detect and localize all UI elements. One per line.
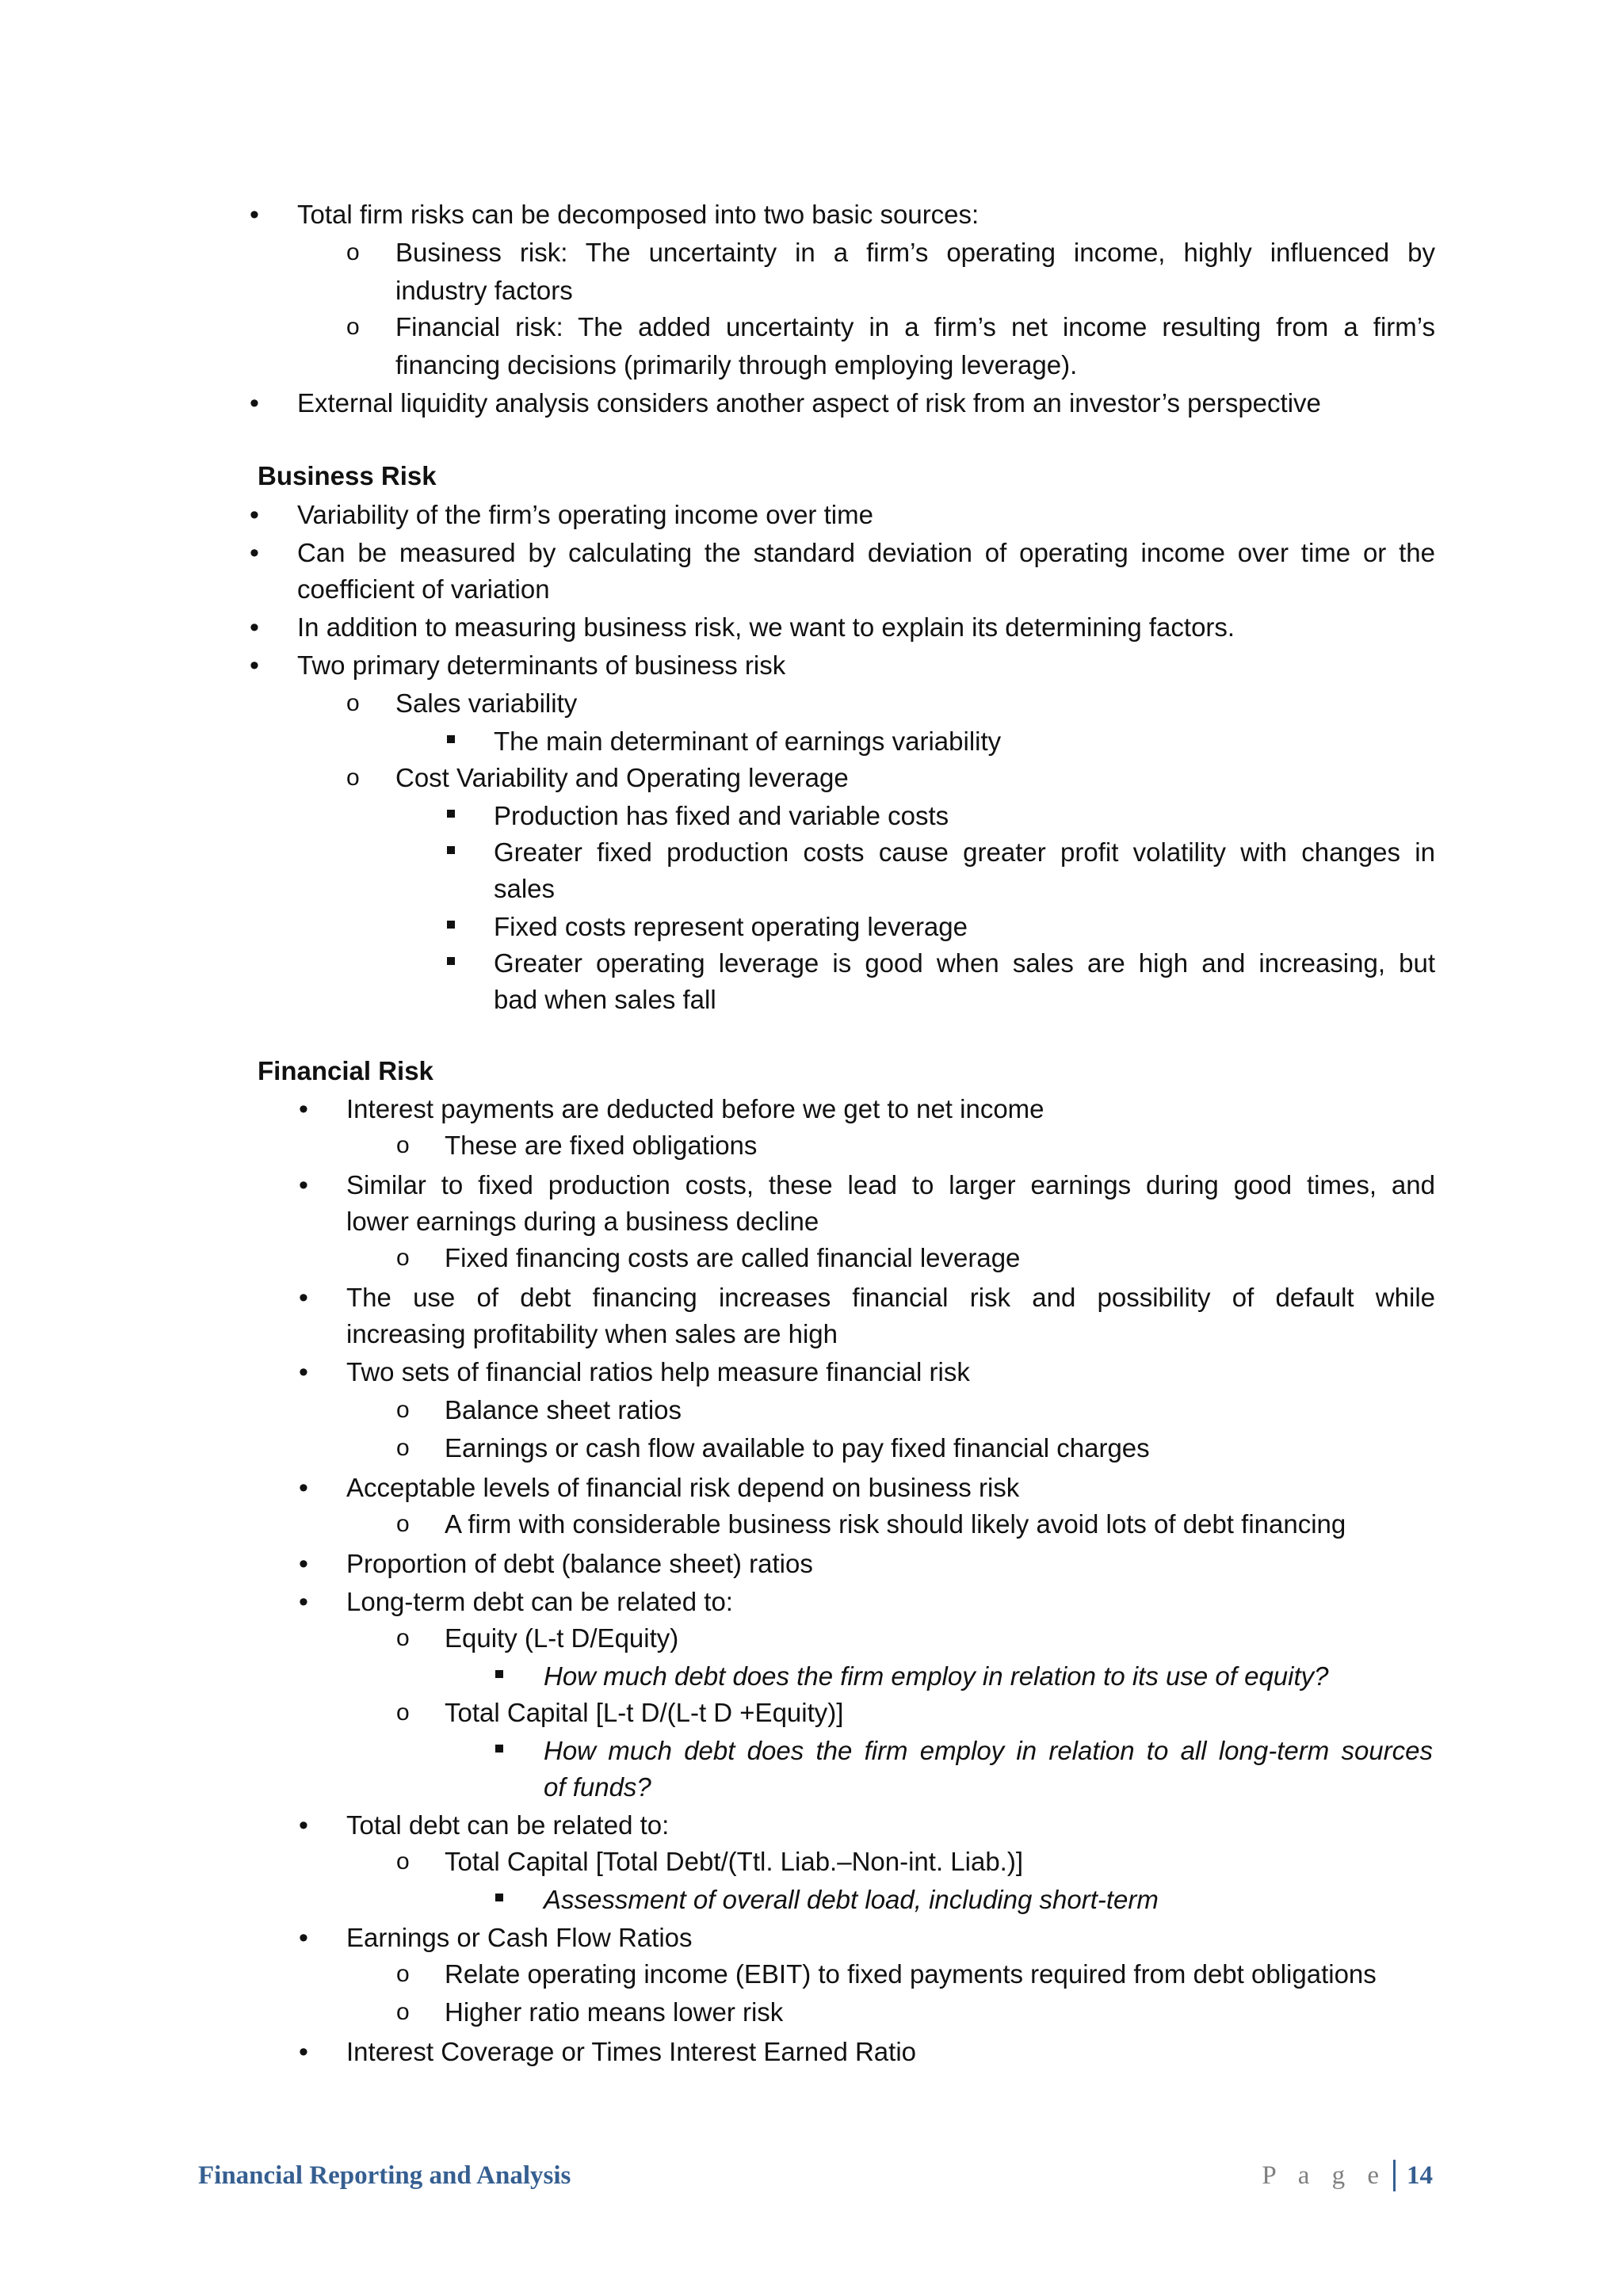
- sub-bullet: o: [396, 1132, 410, 1158]
- list-item: Two sets of financial ratios help measure financial risk: [346, 1357, 970, 1386]
- list-item: Equity (L-t D/Equity): [445, 1623, 679, 1653]
- sub-bullet: o: [396, 1699, 410, 1726]
- list-item: Similar to fixed production costs, these lead to larger earnings during good times, and: [346, 1170, 1435, 1199]
- list-item: Proportion of debt (balance sheet) ratios: [346, 1549, 813, 1578]
- bullet: •: [299, 1357, 308, 1387]
- list-item: Total firm risks can be decomposed into two basic sources:: [297, 200, 980, 229]
- list-item: Fixed costs represent operating leverage: [494, 912, 968, 941]
- footer-page-number: [1262, 2157, 1433, 2194]
- footer-divider: [1393, 2160, 1396, 2191]
- bullet: •: [299, 2037, 308, 2067]
- list-item: How much debt does the firm employ in relation to its use of equity?: [544, 1661, 1329, 1691]
- sub-bullet: o: [396, 1245, 410, 1271]
- list-item: Business risk: The uncertainty in a firm’s operating income, highly influenced by: [395, 238, 1435, 267]
- bullet: •: [250, 538, 259, 568]
- list-item: In addition to measuring business risk, we want to explain its determining factors.: [297, 612, 1235, 642]
- list-item: Total Capital [L-t D/(L-t D +Equity)]: [445, 1698, 844, 1727]
- sub-bullet: o: [396, 1625, 410, 1651]
- sub-bullet: o: [396, 1961, 410, 1987]
- bullet: •: [299, 1473, 308, 1503]
- bullet: •: [250, 200, 259, 230]
- bullet: •: [299, 1549, 308, 1579]
- section-heading: Financial Risk: [258, 1056, 433, 1085]
- list-item: Earnings or Cash Flow Ratios: [346, 1923, 693, 1952]
- list-item: Total Capital [Total Debt/(Ttl. Liab.–Non-int. Liab.)]: [445, 1847, 1024, 1876]
- list-item: Financial risk: The added uncertainty in a firm’s net income resulting from a firm’s: [395, 312, 1435, 341]
- bullet: •: [250, 388, 259, 418]
- list-item: These are fixed obligations: [445, 1131, 758, 1160]
- list-item: Can be measured by calculating the standard deviation of operating income over time or the: [297, 538, 1435, 567]
- list-item-continuation: of funds?: [544, 1772, 651, 1802]
- list-item: Interest payments are deducted before we get to net income: [346, 1094, 1044, 1123]
- sub-bullet: o: [396, 1848, 410, 1875]
- bullet: •: [299, 1923, 308, 1953]
- list-item: Total debt can be related to:: [346, 1810, 670, 1840]
- list-item: Assessment of overall debt load, including short-term: [544, 1885, 1159, 1914]
- list-item: Two primary determinants of business risk: [297, 650, 786, 680]
- list-item: Sales variability: [395, 688, 578, 718]
- square-bullet: [447, 846, 455, 854]
- bullet: •: [299, 1587, 308, 1617]
- list-item: Relate operating income (EBIT) to fixed payments required from debt obligations: [445, 1959, 1377, 1989]
- list-item-continuation: sales: [494, 874, 556, 903]
- list-item: Interest Coverage or Times Interest Earned Ratio: [346, 2037, 917, 2066]
- bullet: •: [299, 1170, 308, 1200]
- list-item-continuation: bad when sales fall: [494, 985, 716, 1014]
- bullet: •: [250, 500, 259, 530]
- square-bullet: [447, 921, 455, 929]
- bullet: •: [250, 650, 259, 681]
- sub-bullet: o: [396, 1511, 410, 1537]
- list-item: The main determinant of earnings variability: [494, 727, 1002, 756]
- page-label: P a g e: [1262, 2161, 1387, 2190]
- square-bullet: [495, 1894, 503, 1901]
- list-item-continuation: lower earnings during a business decline: [346, 1207, 819, 1236]
- sub-bullet: o: [396, 1435, 410, 1461]
- sub-bullet: o: [346, 765, 360, 791]
- list-item-continuation: industry factors: [395, 276, 573, 305]
- square-bullet: [447, 810, 455, 818]
- list-item-continuation: financing decisions (primarily through employing leverage).: [395, 350, 1078, 379]
- list-item: Greater operating leverage is good when sales are high and increasing, but: [494, 948, 1435, 978]
- square-bullet: [495, 1670, 503, 1678]
- list-item: Production has fixed and variable costs: [494, 801, 949, 830]
- list-item: A firm with considerable business risk should likely avoid lots of debt financing: [445, 1509, 1346, 1539]
- square-bullet: [447, 957, 455, 965]
- bullet: •: [299, 1810, 308, 1840]
- list-item: External liquidity analysis considers another aspect of risk from an investor’s perspective: [297, 388, 1321, 418]
- bullet: •: [250, 612, 259, 643]
- sub-bullet: o: [396, 1397, 410, 1423]
- sub-bullet: o: [396, 1999, 410, 2025]
- square-bullet: [447, 735, 455, 743]
- list-item: The use of debt financing increases financial risk and possibility of default while: [346, 1283, 1435, 1312]
- bullet: •: [299, 1283, 308, 1313]
- sub-bullet: o: [346, 314, 360, 340]
- page-number: 14: [1407, 2161, 1433, 2190]
- list-item: How much debt does the firm employ in relation to all long-term sources: [544, 1736, 1433, 1765]
- section-heading: Business Risk: [258, 461, 437, 490]
- list-item-continuation: coefficient of variation: [297, 574, 550, 604]
- list-item: Fixed financing costs are called financial leverage: [445, 1243, 1021, 1272]
- sub-bullet: o: [346, 690, 360, 716]
- list-item: Cost Variability and Operating leverage: [395, 763, 849, 792]
- list-item: Acceptable levels of financial risk depend on business risk: [346, 1473, 1020, 1502]
- footer-title: Financial Reporting and Analysis: [198, 2161, 571, 2190]
- list-item: Greater fixed production costs cause greater profit volatility with changes in: [494, 837, 1435, 867]
- bullet: •: [299, 1094, 308, 1124]
- list-item: Variability of the firm’s operating income over time: [297, 500, 873, 529]
- list-item: Balance sheet ratios: [445, 1395, 682, 1425]
- list-item: Higher ratio means lower risk: [445, 1997, 784, 2027]
- sub-bullet: o: [346, 239, 360, 265]
- square-bullet: [495, 1745, 503, 1753]
- list-item: Long-term debt can be related to:: [346, 1587, 733, 1616]
- list-item: Earnings or cash flow available to pay fixed financial charges: [445, 1433, 1150, 1463]
- list-item-continuation: increasing profitability when sales are high: [346, 1319, 838, 1348]
